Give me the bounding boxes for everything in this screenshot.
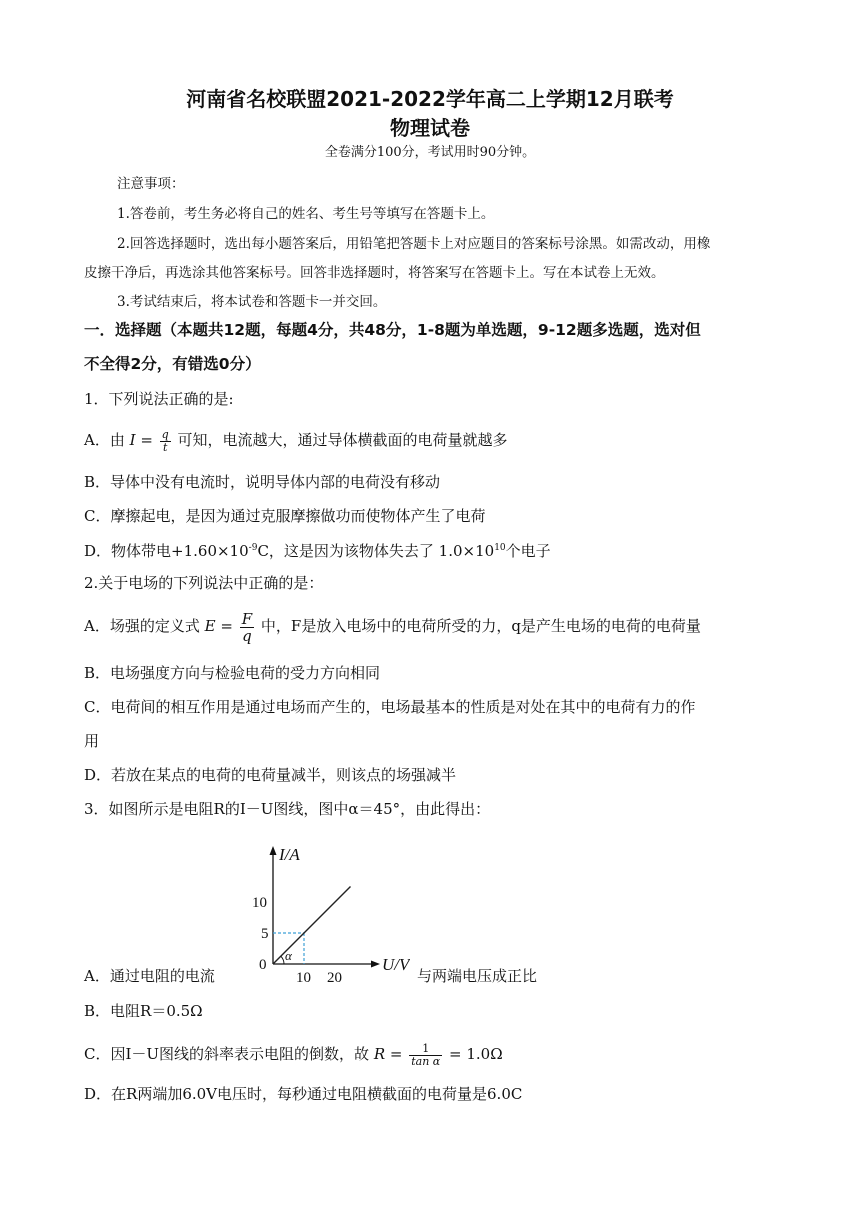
- note-item-2-line-2: 皮擦干净后，再选涂其他答案标号。回答非选择题时，将答案写在答题卡上。写在本试卷上无效。: [84, 265, 665, 281]
- notes-heading: 注意事项：: [117, 176, 185, 192]
- q3-option-c: [84, 1034, 503, 1074]
- x-axis-arrow: [371, 961, 380, 968]
- q2-a-denominator: q: [242, 626, 252, 645]
- note-item-2-line-1: 2.回答选择题时，选出每小题答案后，用铅笔把答题卡上对应题目的答案标号涂黑。如需改动，用橡: [117, 236, 711, 252]
- q2-a-fraction: [240, 611, 254, 644]
- q1-a-denominator: t: [162, 440, 168, 454]
- q3-c-fraction: [409, 1043, 442, 1068]
- q3-c-formula-lhs: R =: [373, 1045, 403, 1063]
- x-tick-label-20: 20: [327, 970, 342, 986]
- q2-a-numerator: F: [241, 609, 253, 628]
- y-tick-label-5: 5: [261, 926, 269, 942]
- note-item-3: 3.考试结束后，将本试卷和答题卡一并交回。: [117, 294, 387, 310]
- y-tick-label-10: 10: [252, 895, 267, 911]
- q3-c-denominator: tan α: [411, 1054, 441, 1068]
- q1-a-formula-lhs: I =: [129, 431, 153, 449]
- q2-option-c-line-2: 用: [84, 732, 100, 750]
- q3-option-b: B．电阻R＝0.5Ω: [84, 1002, 203, 1020]
- exam-info: 全卷满分100分，考试用时90分钟。: [324, 145, 536, 160]
- q1-d-prefix: D．物体带电+1.60×10: [84, 542, 249, 560]
- section-heading-line-2: 不全得2分，有错选0分）: [84, 355, 261, 373]
- q2-a-formula-lhs: E =: [204, 617, 233, 635]
- q1-a-suffix: 可知，电流越大，通过导体横截面的电荷量就越多: [177, 431, 508, 449]
- q3-c-prefix: C．因I－U图线的斜率表示电阻的倒数，故: [84, 1045, 370, 1063]
- q2-option-d: D．若放在某点的电荷的电荷量减半，则该点的场强减半: [84, 766, 457, 784]
- angle-arc: [281, 956, 284, 964]
- q1-option-a: [84, 428, 508, 454]
- q3-option-a-prefix: A．通过电阻的电流: [84, 967, 215, 985]
- q3-c-numerator: 1: [409, 1043, 442, 1056]
- q2-a-prefix: A．场强的定义式: [84, 617, 200, 635]
- q2-option-a: [84, 606, 701, 646]
- q1-a-fraction: [160, 429, 171, 454]
- q3-option-a-suffix: 与两端电压成正比: [417, 967, 538, 985]
- q1-option-c: C．摩擦起电，是因为通过克服摩擦做功而使物体产生了电荷: [84, 507, 486, 525]
- exam-title: 河南省名校联盟2021-2022学年高二上学期12月联考: [186, 87, 674, 111]
- q3-c-formula-rhs: = 1.0Ω: [449, 1045, 503, 1063]
- q3-option-d: D．在R两端加6.0V电压时，每秒通过电阻横截面的电荷量是6.0C: [84, 1085, 523, 1103]
- q1-d-exponent-1: -9: [248, 543, 258, 553]
- q2-option-c-line-1: C．电荷间的相互作用是通过电场而产生的，电场最基本的性质是对处在其中的电荷有力的作: [84, 698, 696, 716]
- q1-option-d: [84, 538, 551, 561]
- q1-a-numerator: q: [161, 427, 169, 441]
- q1-d-exponent-2: 10: [494, 543, 506, 553]
- x-tick-label-10: 10: [296, 970, 311, 986]
- q1-d-mid: C，这是因为该物体失去了 1.0×10: [257, 542, 495, 560]
- angle-label: α: [285, 948, 292, 963]
- x-axis-label: U/V: [382, 955, 410, 974]
- q1-a-prefix: A．由: [84, 431, 125, 449]
- iu-graph: [240, 840, 410, 990]
- q1-d-suffix: 个电子: [505, 542, 551, 560]
- q1-stem: 1．下列说法正确的是:: [84, 390, 234, 408]
- exam-subject-title: 物理试卷: [390, 116, 470, 140]
- section-heading-line-1: 一．选择题（本题共12题，每题4分，共48分，1-8题为单选题，9-12题多选题，选对但: [84, 321, 701, 339]
- origin-label: 0: [259, 957, 267, 973]
- q1-option-b: B．导体中没有电流时，说明导体内部的电荷没有移动: [84, 473, 441, 491]
- y-axis-arrow: [270, 846, 277, 855]
- note-item-1: 1.答卷前，考生务必将自己的姓名、考生号等填写在答题卡上。: [117, 206, 495, 222]
- q2-stem: 2.关于电场的下列说法中正确的是：: [84, 574, 324, 592]
- q3-stem: 3．如图所示是电阻R的I－U图线，图中α＝45°，由此得出：: [84, 800, 491, 818]
- q2-a-suffix: 中，F是放入电场中的电荷所受的力，q是产生电场的电荷的电荷量: [260, 617, 701, 635]
- q2-option-b: B．电场强度方向与检验电荷的受力方向相同: [84, 664, 381, 682]
- y-axis-label: I/A: [279, 845, 300, 864]
